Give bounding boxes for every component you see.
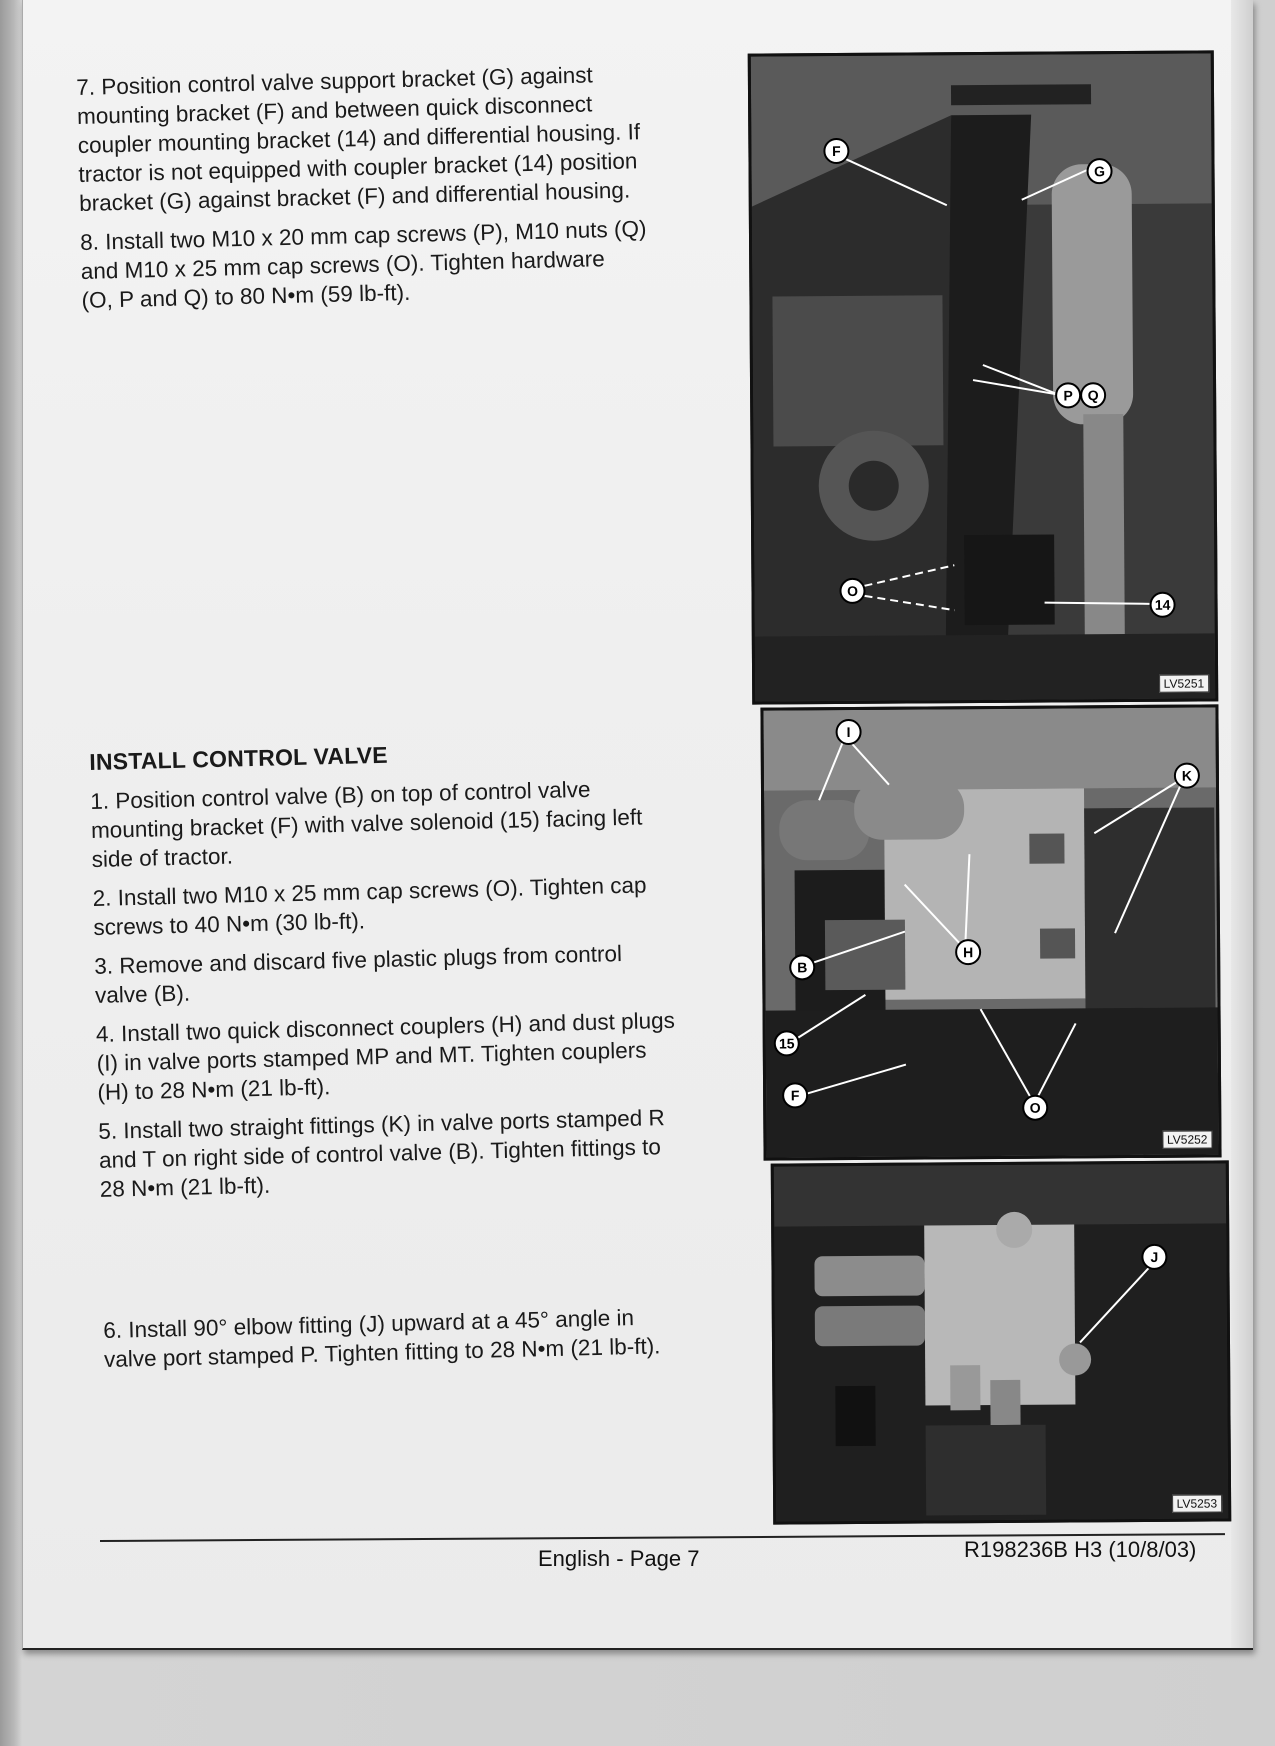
valve-step-6: 6. Install 90° elbow fitting (J) upward at a 45° angle in valve port stamped P. Tighten fitting to 28 N•m (21 lb-ft).	[103, 1305, 661, 1372]
figure-lv5253-illustration	[774, 1163, 1228, 1521]
section-heading: INSTALL CONTROL VALVE	[89, 741, 389, 775]
callout-i: I	[836, 719, 862, 745]
callout-o: O	[839, 578, 865, 604]
page-edge-shadow	[1231, 0, 1253, 1648]
document-code: R198236B H3 (10/8/03)	[964, 1537, 1197, 1562]
callout-p: P	[1055, 382, 1081, 408]
callout-g: G	[1086, 158, 1112, 184]
install-control-valve-block	[89, 732, 740, 1213]
valve-step-5: 5. Install two straight fittings (K) in valve ports stamped R and T on right side of control valve (B). Tighten fittings to 28 N•m (21 lb-ft).	[98, 1105, 665, 1202]
figure-lv5253-photo	[771, 1160, 1232, 1524]
figure-id-lv5251: LV5251	[1159, 674, 1210, 692]
valve-step-2: 2. Install two M10 x 25 mm cap screws (O). Tighten cap screws to 40 N•m (30 lb-ft).	[92, 872, 647, 940]
figure-id-lv5253: LV5253	[1172, 1494, 1223, 1512]
figure-lv5252-illustration	[763, 707, 1218, 1157]
valve-step-4: 4. Install two quick disconnect couplers (H) and dust plugs (I) in valve ports stamped MP and MT. Tighten couplers (H) to 28 N•m (21 lb-ft).	[95, 1007, 676, 1105]
callout-j: J	[1141, 1244, 1167, 1270]
figure-lv5251-illustration	[751, 53, 1215, 701]
callout-14: 14	[1150, 592, 1176, 618]
callout-b: B	[789, 954, 815, 980]
valve-step-3: 3. Remove and discard five plastic plugs from control valve (B).	[94, 941, 623, 1008]
callout-h: H	[955, 939, 981, 965]
page-number: English - Page 7	[538, 1546, 700, 1571]
callout-15: 15	[774, 1030, 800, 1056]
valve-step-1: 1. Position control valve (B) on top of control valve mounting bracket (F) with valve solenoid (15) facing left side of tractor.	[90, 776, 643, 872]
callout-f-2: F	[782, 1082, 808, 1108]
figure-lv5251-photo	[748, 50, 1219, 704]
top-steps-block	[76, 57, 722, 325]
callout-k: K	[1174, 763, 1200, 789]
figure-lv5252-photo	[760, 704, 1221, 1160]
callout-o-2: O	[1022, 1095, 1048, 1121]
figure-id-lv5252: LV5252	[1162, 1130, 1213, 1148]
step-7: 7. Position control valve support bracket (G) against mounting bracket (F) and between quick disconnect coupler mounting bracket (14) and differential housing. If tractor is not equipped with coupler bracket (14) position bracket (G) against bracket (F) and differential housing.	[76, 62, 641, 216]
callout-q: Q	[1080, 382, 1106, 408]
step-8: 8. Install two M10 x 20 mm cap screws (P), M10 nuts (Q) and M10 x 25 mm cap screws (O). Tighten hardware (O, P and Q) to 80 N•m (59 lb-ft).	[79, 216, 647, 313]
callout-f: F	[823, 138, 849, 164]
